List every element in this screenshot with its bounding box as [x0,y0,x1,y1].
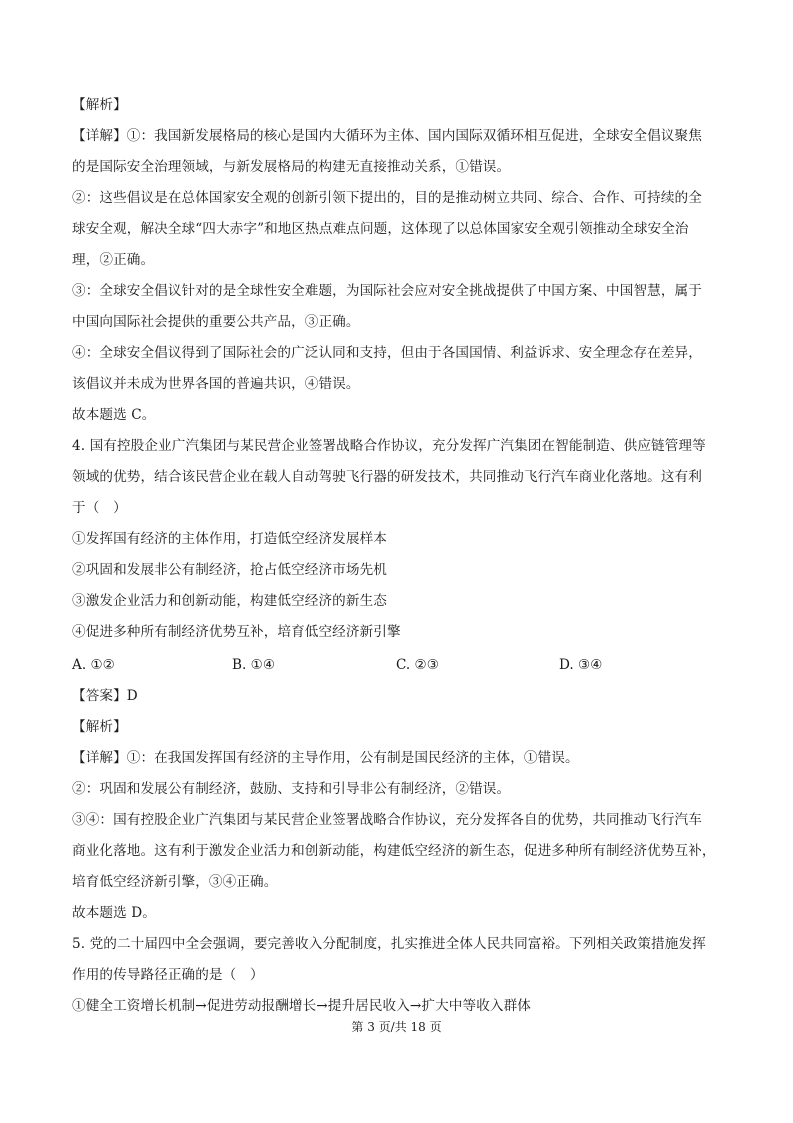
analysis-heading: 【解析】 [72,97,127,113]
answer-conclusion: 故本题选 C。 [72,407,156,423]
text-line: 中国向国际社会提供的重要公共产品，③正确。 [72,314,360,330]
question-5-stem: 作用的传导路径正确的是（ ） [72,967,264,983]
text-line: 培育低空经济新引擎，③④正确。 [72,874,278,890]
text-line: ②：巩固和发展公有制经济，鼓励、支持和引导非公有制经济，②错误。 [72,781,511,797]
text-line: ④：全球安全倡议得到了国际社会的广泛认同和支持，但由于各国国情、利益诉求、安全理念存在差异， [72,345,702,361]
question-4-stem: 4. 国有控股企业广汽集团与某民营企业签署战略合作协议，充分发挥广汽集团在智能制造、供应链管理等 [72,438,706,454]
text-line: 【详解】①：我国新发展格局的核心是国内大循环为主体、国内国际双循环相互促进，全球安全倡议聚焦 [72,128,702,144]
text-line: ②：这些倡议是在总体国家安全观的创新引领下提出的，目的是推动树立共同、综合、合作、可持续的全 [72,190,702,206]
option-c: C. ②③ [396,657,439,673]
option-d: D. ③④ [559,657,603,673]
statement-item: ①健全工资增长机制→促进劳动报酬增长→提升居民收入→扩大中等收入群体 [72,998,531,1014]
text-line: 球安全观，解决全球“四大赤字”和地区热点难点问题，这体现了以总体国家安全观引领推动全球安全治 [72,221,689,237]
text-line: ③④：国有控股企业广汽集团与某民营企业签署战略合作协议，充分发挥各自的优势，共同推动飞行汽车 [72,812,702,828]
question-5-stem: 5. 党的二十届四中全会强调，要完善收入分配制度，扎实推进全体人民共同富裕。下列相关政策措施发挥 [72,936,706,952]
option-a: A. ①② [72,657,115,673]
analysis-heading: 【解析】 [72,719,127,735]
text-line: 该倡议并未成为世界各国的普遍共识，④错误。 [72,376,360,392]
option-b: B. ①④ [232,657,276,673]
text-line: 理，②正确。 [72,252,155,268]
statement-item: ③激发企业活力和创新动能，构建低空经济的新生态 [72,593,387,609]
question-4-stem: 领域的优势，结合该民营企业在载人自动驾驶飞行器的研发技术，共同推动飞行汽车商业化落地。这有利 [72,469,702,485]
statement-item: ①发挥国有经济的主体作用，打造低空经济发展样本 [72,531,387,547]
answer-conclusion: 故本题选 D。 [72,905,156,921]
text-line: 的是国际安全治理领域，与新发展格局的构建无直接推动关系，①错误。 [72,159,511,175]
statement-item: ②巩固和发展非公有制经济，抢占低空经济市场先机 [72,562,387,578]
question-4-stem: 于（ ） [72,500,127,516]
text-line: ③：全球安全倡议针对的是全球性安全难题，为国际社会应对安全挑战提供了中国方案、中国智慧，属于 [72,283,702,299]
statement-item: ④促进多种所有制经济优势互补，培育低空经济新引擎 [72,624,401,640]
answer-key: 【答案】D [72,688,138,704]
text-line: 商业化落地。这有利于激发企业活力和创新动能，构建低空经济的新生态，促进多种所有制经济优势互补， [72,843,716,859]
page-number-footer: 第 3 页/共 18 页 [351,1020,442,1034]
text-line: 【详解】①：在我国发挥国有经济的主导作用，公有制是国民经济的主体，①错误。 [72,750,579,766]
